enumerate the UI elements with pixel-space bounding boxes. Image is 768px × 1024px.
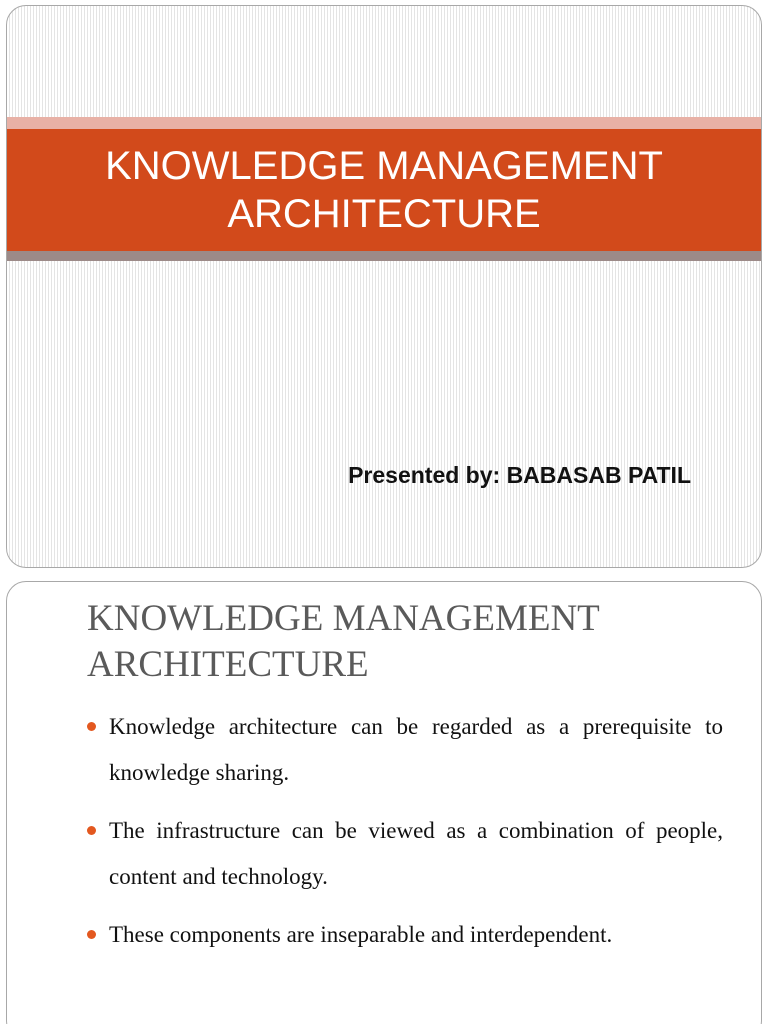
bullet-list [87, 704, 723, 970]
bullet-icon [87, 826, 96, 835]
bullet-item [87, 704, 723, 796]
bullet-item [87, 912, 723, 958]
title-band-accent-top [7, 117, 761, 129]
slide-1 [6, 5, 762, 568]
slide-2 [6, 581, 762, 1024]
bullet-item [87, 808, 723, 900]
presenter-line: Presented by: BABASAB PATIL [348, 462, 691, 488]
slide-1-title: KNOWLEDGE MANAGEMENT ARCHITECTURE [105, 144, 663, 236]
title-band [7, 129, 761, 251]
bullet-text: These components are inseparable and interdependent. [109, 922, 613, 947]
slide-2-title: KNOWLEDGE MANAGEMENT ARCHITECTURE [87, 598, 600, 685]
bullet-text: Knowledge architecture can be regarded as a prerequisite to knowledge sharing. [109, 714, 723, 785]
bullet-icon [87, 930, 96, 939]
bullet-text: The infrastructure can be viewed as a combination of people, content and technology. [109, 818, 723, 889]
bullet-icon [87, 722, 96, 731]
title-band-accent-bottom [7, 251, 761, 261]
